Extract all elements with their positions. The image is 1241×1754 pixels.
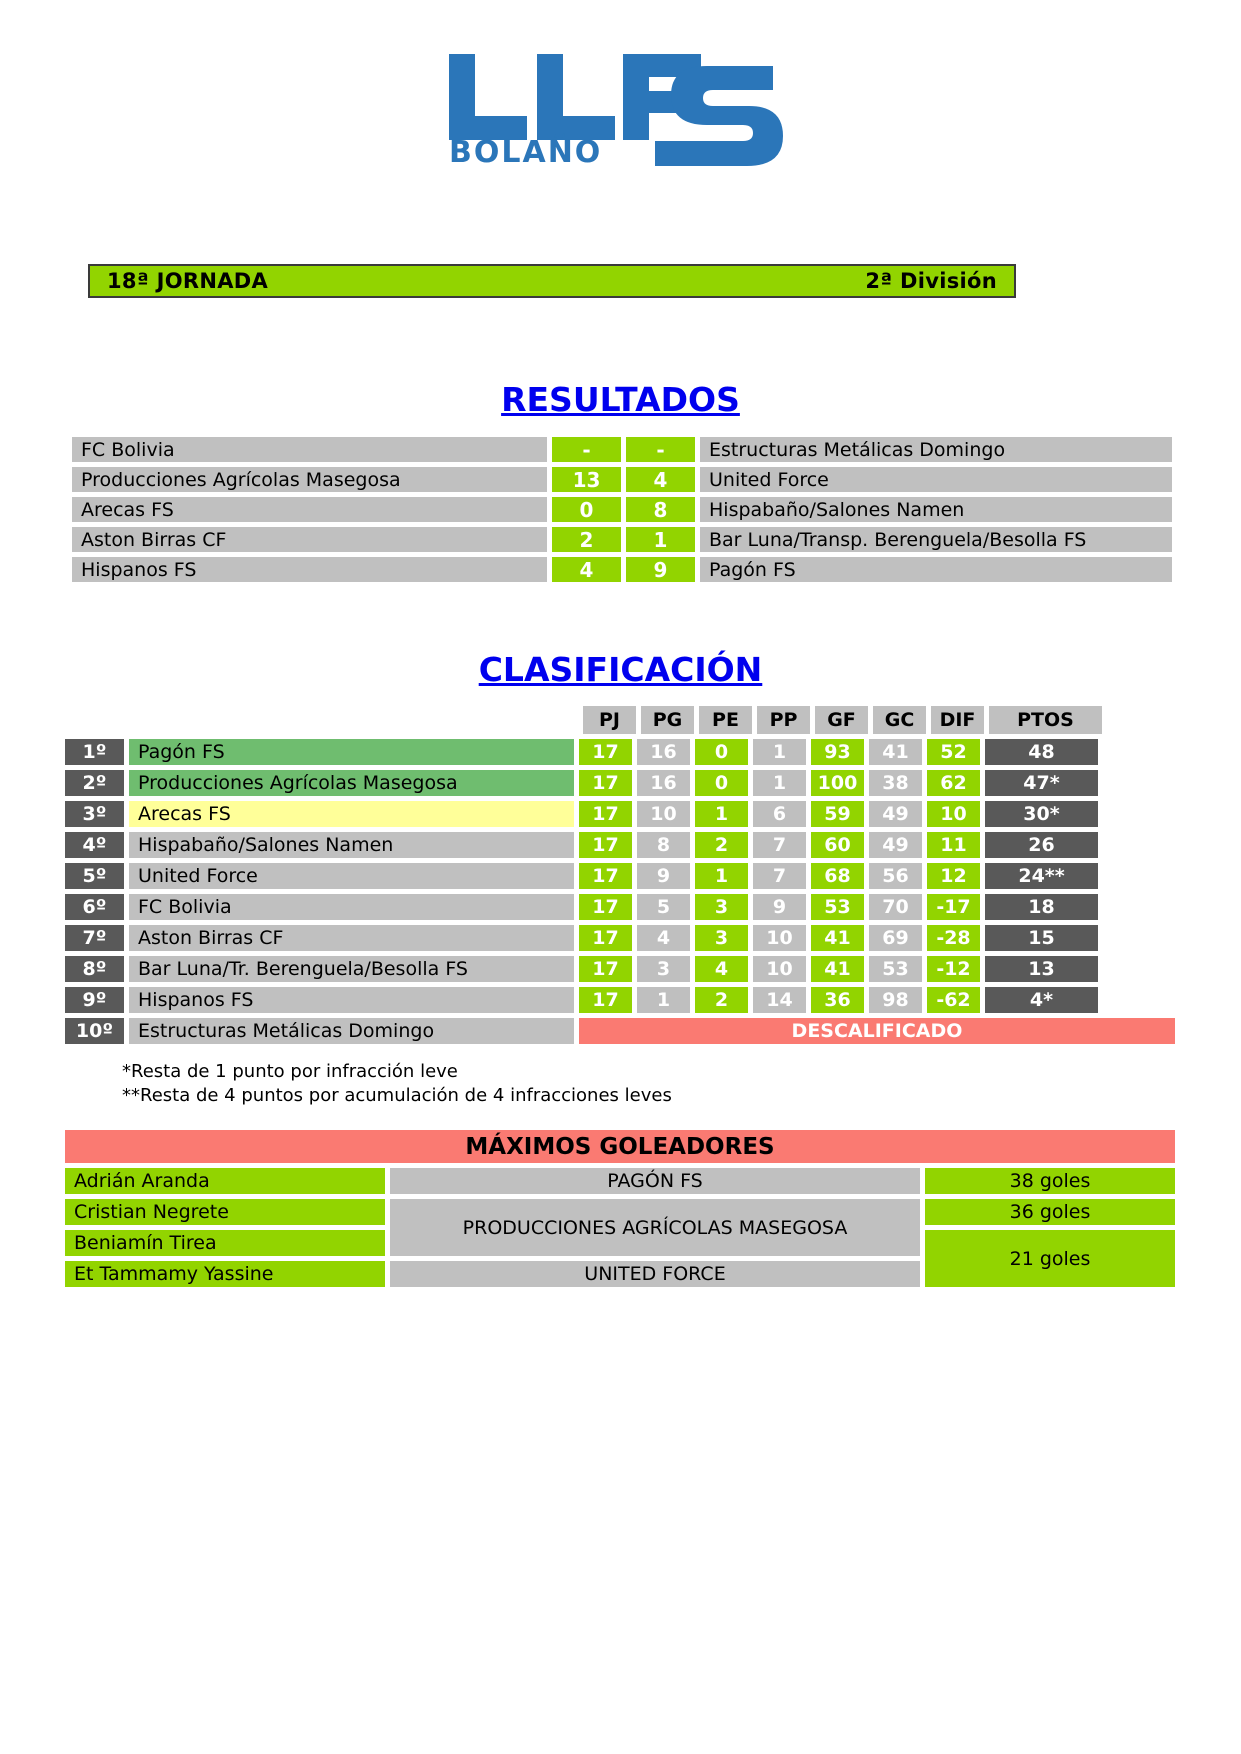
stat-ptos: 18	[985, 894, 1098, 920]
column-header-gc: GC	[873, 706, 926, 734]
home-score: 0	[552, 497, 621, 522]
stat-pe: 2	[695, 987, 748, 1013]
footnote-single-asterisk: *Resta de 1 punto por infracción leve	[122, 1061, 458, 1082]
resultados-title: RESULTADOS	[501, 380, 740, 419]
away-team: Bar Luna/Transp. Berenguela/Besolla FS	[700, 527, 1172, 552]
stat-pj: 17	[579, 894, 632, 920]
stat-pp: 9	[753, 894, 806, 920]
position: 1º	[65, 739, 124, 765]
stat-pp: 1	[753, 770, 806, 796]
stat-pp: 10	[753, 925, 806, 951]
home-score: 4	[552, 557, 621, 582]
stat-gf: 100	[811, 770, 864, 796]
table-row	[72, 497, 1172, 522]
stat-pp: 7	[753, 863, 806, 889]
stat-pp: 14	[753, 987, 806, 1013]
table-row	[65, 770, 1175, 796]
stat-ptos: 15	[985, 925, 1098, 951]
stat-dif: 62	[927, 770, 980, 796]
stat-pj: 17	[579, 987, 632, 1013]
position: 6º	[65, 894, 124, 920]
table-row	[65, 925, 1175, 951]
stat-gf: 59	[811, 801, 864, 827]
stat-gc: 69	[869, 925, 922, 951]
stat-dif: -17	[927, 894, 980, 920]
division-label: 2ª División	[865, 269, 997, 293]
away-team: United Force	[700, 467, 1172, 492]
stat-gc: 49	[869, 801, 922, 827]
goleadores-table	[65, 1130, 1175, 1287]
position: 5º	[65, 863, 124, 889]
scorer-name: Cristian Negrete	[65, 1199, 385, 1225]
table-row	[65, 863, 1175, 889]
stat-ptos: 30*	[985, 801, 1098, 827]
scorer-name: Beniamín Tirea	[65, 1230, 385, 1256]
position: 9º	[65, 987, 124, 1013]
home-team: Aston Birras CF	[72, 527, 547, 552]
llfs-bolano-logo-icon	[441, 44, 801, 169]
stat-pj: 17	[579, 956, 632, 982]
scorer-name: Et Tammamy Yassine	[65, 1261, 385, 1287]
stat-gf: 36	[811, 987, 864, 1013]
stat-pj: 17	[579, 801, 632, 827]
stat-pp: 1	[753, 739, 806, 765]
team-name: Hispabaño/Salones Namen	[129, 832, 574, 858]
away-score: 1	[626, 527, 695, 552]
stat-gf: 93	[811, 739, 864, 765]
stat-pj: 17	[579, 863, 632, 889]
table-row	[65, 801, 1175, 827]
stat-pg: 10	[637, 801, 690, 827]
stat-gf: 41	[811, 956, 864, 982]
stat-pe: 3	[695, 925, 748, 951]
stat-pg: 9	[637, 863, 690, 889]
stat-dif: 52	[927, 739, 980, 765]
stat-pj: 17	[579, 832, 632, 858]
stat-pe: 2	[695, 832, 748, 858]
team-name: Bar Luna/Tr. Berenguela/Besolla FS	[129, 956, 574, 982]
stat-pg: 4	[637, 925, 690, 951]
table-row	[65, 832, 1175, 858]
clasificacion-table	[65, 706, 1175, 1049]
stat-pe: 3	[695, 894, 748, 920]
position: 2º	[65, 770, 124, 796]
away-team: Hispabaño/Salones Namen	[700, 497, 1172, 522]
position: 8º	[65, 956, 124, 982]
away-team: Pagón FS	[700, 557, 1172, 582]
stat-pg: 16	[637, 739, 690, 765]
stat-pj: 17	[579, 770, 632, 796]
position: 3º	[65, 801, 124, 827]
scorer-goals: 36 goles	[925, 1199, 1175, 1225]
home-score: 13	[552, 467, 621, 492]
column-header-dif: DIF	[931, 706, 984, 734]
stat-ptos: 13	[985, 956, 1098, 982]
resultados-table	[72, 437, 1172, 587]
stat-pg: 1	[637, 987, 690, 1013]
stat-pp: 6	[753, 801, 806, 827]
footnote-double-asterisk: **Resta de 4 puntos por acumulación de 4 infracciones leves	[122, 1085, 672, 1107]
scorer-team: PRODUCCIONES AGRÍCOLAS MASEGOSA	[390, 1199, 920, 1256]
column-header-ptos: PTOS	[989, 706, 1102, 734]
stat-gf: 53	[811, 894, 864, 920]
stat-ptos: 47*	[985, 770, 1098, 796]
goleadores-title: MÁXIMOS GOLEADORES	[65, 1130, 1175, 1163]
stat-pp: 10	[753, 956, 806, 982]
team-name: Estructuras Metálicas Domingo	[129, 1018, 574, 1044]
scorer-team: PAGÓN FS	[390, 1168, 920, 1194]
team-name: Arecas FS	[129, 801, 574, 827]
table-row	[72, 527, 1172, 552]
column-header-pe: PE	[699, 706, 752, 734]
away-score: 4	[626, 467, 695, 492]
home-team: Hispanos FS	[72, 557, 547, 582]
stat-pg: 3	[637, 956, 690, 982]
stat-dif: -12	[927, 956, 980, 982]
column-header-pg: PG	[641, 706, 694, 734]
team-name: Aston Birras CF	[129, 925, 574, 951]
jornada-header-bar	[88, 264, 1016, 298]
column-header-pp: PP	[757, 706, 810, 734]
home-team: Arecas FS	[72, 497, 547, 522]
stat-pe: 1	[695, 801, 748, 827]
away-score: -	[626, 437, 695, 462]
stat-ptos: 26	[985, 832, 1098, 858]
stat-gf: 68	[811, 863, 864, 889]
stat-dif: 10	[927, 801, 980, 827]
stat-ptos: 48	[985, 739, 1098, 765]
away-team: Estructuras Metálicas Domingo	[700, 437, 1172, 462]
stat-ptos: 4*	[985, 987, 1098, 1013]
stat-gc: 53	[869, 956, 922, 982]
stat-dif: 12	[927, 863, 980, 889]
team-name: Pagón FS	[129, 739, 574, 765]
svg-text:BOLAÑO: BOLAÑO	[448, 135, 602, 169]
clasificacion-title: CLASIFICACIÓN	[478, 650, 763, 689]
stat-pg: 5	[637, 894, 690, 920]
stat-gc: 70	[869, 894, 922, 920]
scorer-goals: 38 goles	[925, 1168, 1175, 1194]
scorer-team: UNITED FORCE	[390, 1261, 920, 1287]
stat-pe: 1	[695, 863, 748, 889]
footnotes	[122, 1060, 672, 1109]
team-name: Hispanos FS	[129, 987, 574, 1013]
stat-ptos: 24**	[985, 863, 1098, 889]
home-score: -	[552, 437, 621, 462]
stat-dif: -28	[927, 925, 980, 951]
table-row	[72, 437, 1172, 462]
stat-pp: 7	[753, 832, 806, 858]
table-row	[65, 739, 1175, 765]
stat-gf: 60	[811, 832, 864, 858]
home-team: Producciones Agrícolas Masegosa	[72, 467, 547, 492]
table-row	[65, 956, 1175, 982]
site-logo	[0, 44, 1241, 174]
stat-dif: 11	[927, 832, 980, 858]
position: 4º	[65, 832, 124, 858]
stat-pg: 8	[637, 832, 690, 858]
stat-gc: 41	[869, 739, 922, 765]
stat-gc: 98	[869, 987, 922, 1013]
team-name: FC Bolivia	[129, 894, 574, 920]
position: 7º	[65, 925, 124, 951]
status-badge: DESCALIFICADO	[579, 1018, 1175, 1044]
stat-gc: 38	[869, 770, 922, 796]
table-row	[65, 987, 1175, 1013]
scorer-name: Adrián Aranda	[65, 1168, 385, 1194]
team-name: United Force	[129, 863, 574, 889]
home-score: 2	[552, 527, 621, 552]
table-row	[72, 467, 1172, 492]
position: 10º	[65, 1018, 124, 1044]
goleadores-grid	[65, 1168, 1175, 1287]
stat-pj: 17	[579, 739, 632, 765]
away-score: 9	[626, 557, 695, 582]
stat-dif: -62	[927, 987, 980, 1013]
table-header-row	[65, 706, 1175, 734]
table-row	[72, 557, 1172, 582]
away-score: 8	[626, 497, 695, 522]
stat-pe: 4	[695, 956, 748, 982]
stat-gf: 41	[811, 925, 864, 951]
stat-pe: 0	[695, 739, 748, 765]
stat-gc: 49	[869, 832, 922, 858]
table-row	[65, 894, 1175, 920]
stat-pg: 16	[637, 770, 690, 796]
home-team: FC Bolivia	[72, 437, 547, 462]
stat-gc: 56	[869, 863, 922, 889]
stat-pj: 17	[579, 925, 632, 951]
stat-pe: 0	[695, 770, 748, 796]
column-header-gf: GF	[815, 706, 868, 734]
team-name: Producciones Agrícolas Masegosa	[129, 770, 574, 796]
column-header-pj: PJ	[583, 706, 636, 734]
scorer-goals: 21 goles	[925, 1230, 1175, 1287]
jornada-label: 18ª JORNADA	[107, 269, 269, 293]
table-row-disqualified	[65, 1018, 1175, 1044]
